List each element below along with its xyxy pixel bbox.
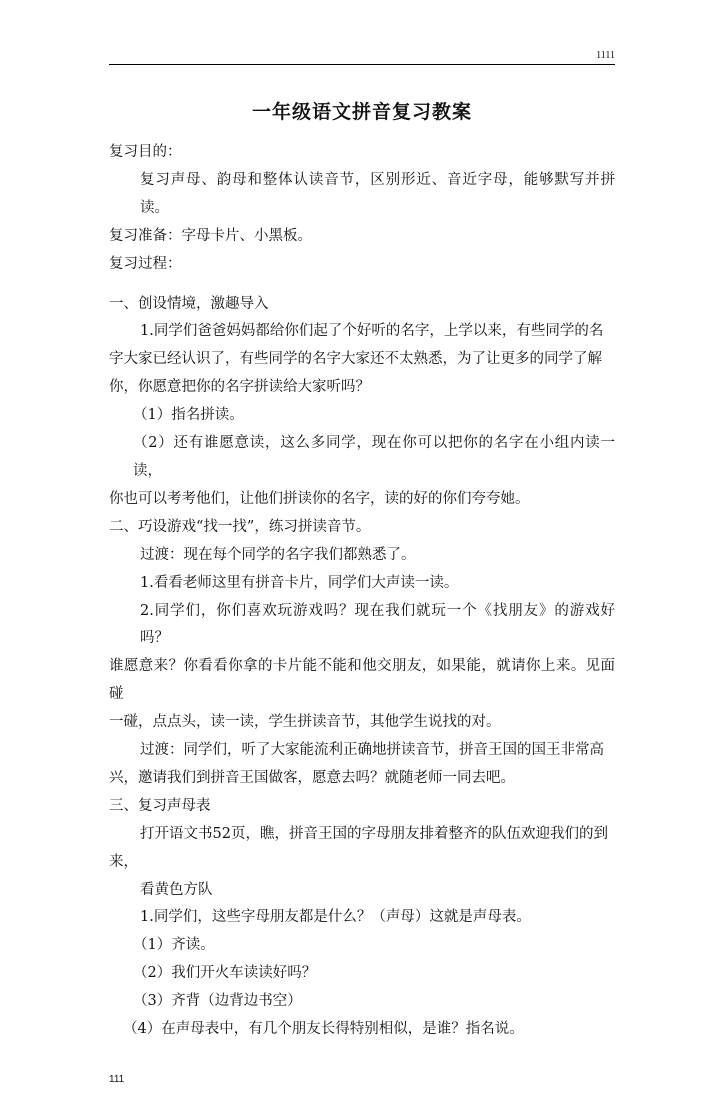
paragraph-line: （2）我们开火车读读好吗？ [133, 965, 317, 982]
section-heading: 一、创设情境，激趣导入 [109, 295, 269, 312]
section-heading: 三、复习声母表 [109, 797, 211, 814]
section-label: 复习准备：字母卡片、小黑板。 [109, 227, 312, 244]
paragraph-line: 字大家已经认识了，有些同学的名字大家还不太熟悉，为了让更多的同学了解 [109, 351, 602, 368]
paragraph-line: 来， [109, 853, 138, 870]
document-title: 一年级语文拼音复习教案 [251, 101, 472, 123]
document-body [109, 139, 615, 1044]
paragraph-line: 兴，邀请我们到拼音王国做客，愿意去吗？就随老师一同去吧。 [109, 769, 515, 786]
paragraph-line: （1）指名拼读。 [133, 407, 244, 424]
paragraph-line: 你也可以考考他们，让他们拼读你的名字，读的好的你们夸夸她。 [109, 490, 530, 507]
paragraph-line: 过渡：同学们，听了大家能流利正确地拼读音节，拼音王国的国王非常高 [140, 742, 604, 759]
paragraph-line: 1.看看老师这里有拼音卡片，同学们大声读一读。 [140, 574, 459, 591]
paragraph-line: 1.同学们爸爸妈妈都给你们起了个好听的名字，上学以来，有些同学的名 [140, 323, 604, 340]
paragraph-line: （3）齐背（边背边书空） [133, 993, 302, 1010]
paragraph-line: （4）在声母表中，有几个朋友长得特别相似，是谁？指名说。 [123, 1021, 524, 1038]
header-rule [109, 64, 615, 65]
paragraph-line: 复习声母、韵母和整体认读音节，区别形近、音近字母，能够默写并拼读。 [140, 171, 615, 216]
paragraph-line: （2）还有谁愿意读，这么多同学，现在你可以把你的名字在小组内读一读， [133, 435, 615, 479]
paragraph-line: 看黄色方队 [140, 881, 213, 898]
paragraph-line: 你，你愿意把你的名字拼读给大家听吗？ [109, 379, 370, 396]
paragraph-line: 打开语文书52页，瞧，拼音王国的字母朋友排着整齐的队伍欢迎我们的到 [140, 825, 608, 842]
paragraph-line: 谁愿意来？你看看你拿的卡片能不能和他交朋友，如果能，就请你上来。见面碰 [109, 658, 615, 703]
section-label: 复习目的： [109, 144, 182, 160]
paragraph-line: 2.同学们，你们喜欢玩游戏吗？现在我们就玩一个《找朋友》的游戏好吗？ [140, 602, 615, 647]
paragraph-line: （1）齐读。 [133, 937, 215, 954]
section-label: 复习过程： [109, 255, 182, 272]
footer-page-number: 111 [109, 1074, 125, 1085]
section-heading: 二、巧设游戏“找一找”，练习拼读音节。 [109, 518, 371, 535]
paragraph-line: 一碰，点点头，读一读，学生拼读音节，其他学生说找的对。 [109, 714, 501, 731]
header-page-number: 1111 [596, 50, 615, 61]
paragraph-line: 1.同学们，这些字母朋友都是什么？（声母）这就是声母表。 [140, 909, 531, 926]
paragraph-line: 过渡：现在每个同学的名字我们都熟悉了。 [140, 546, 416, 563]
